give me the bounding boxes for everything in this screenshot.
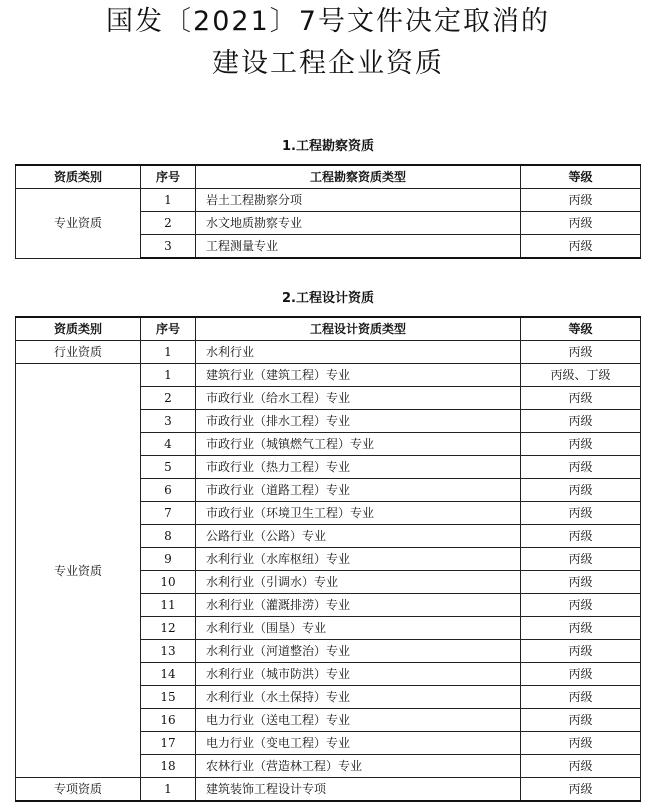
row-qualification-type: 电力行业（变电工程）专业 bbox=[196, 732, 521, 755]
section-heading-survey: 1.工程勘察资质 bbox=[282, 139, 374, 154]
row-qualification-type: 建筑装饰工程设计专项 bbox=[196, 778, 521, 802]
row-number: 1 bbox=[141, 341, 196, 364]
row-number: 2 bbox=[141, 387, 196, 410]
design-table-body bbox=[16, 341, 641, 802]
special-category-cell: 专项资质 bbox=[16, 778, 141, 802]
row-grade: 丙级 bbox=[521, 410, 641, 433]
row-qualification-type: 水利行业（引调水）专业 bbox=[196, 571, 521, 594]
row-grade: 丙级 bbox=[521, 594, 641, 617]
row-grade: 丙级 bbox=[521, 778, 641, 802]
row-grade: 丙级 bbox=[521, 732, 641, 755]
row-qualification-type: 建筑行业（建筑工程）专业 bbox=[196, 364, 521, 387]
row-number: 12 bbox=[141, 617, 196, 640]
row-number: 3 bbox=[141, 235, 196, 259]
row-grade: 丙级 bbox=[521, 686, 641, 709]
row-number: 6 bbox=[141, 479, 196, 502]
row-number: 15 bbox=[141, 686, 196, 709]
row-qualification-type: 水利行业（水库枢纽）专业 bbox=[196, 548, 521, 571]
row-number: 1 bbox=[141, 364, 196, 387]
row-number: 9 bbox=[141, 548, 196, 571]
row-qualification-type: 市政行业（城镇燃气工程）专业 bbox=[196, 433, 521, 456]
industry-category-cell: 行业资质 bbox=[16, 341, 141, 364]
table-row bbox=[16, 778, 641, 802]
header-type: 工程设计资质类型 bbox=[196, 317, 521, 341]
row-qualification-type: 水文地质勘察专业 bbox=[196, 212, 521, 235]
row-grade: 丙级 bbox=[521, 433, 641, 456]
row-qualification-type: 市政行业（环境卫生工程）专业 bbox=[196, 502, 521, 525]
row-number: 1 bbox=[141, 189, 196, 212]
header-grade: 等级 bbox=[521, 317, 641, 341]
specialty-category-cell: 专业资质 bbox=[16, 364, 141, 778]
row-number: 4 bbox=[141, 433, 196, 456]
row-qualification-type: 水利行业 bbox=[196, 341, 521, 364]
row-number: 17 bbox=[141, 732, 196, 755]
header-category: 资质类别 bbox=[16, 165, 141, 189]
design-qualification-table bbox=[15, 316, 641, 802]
row-number: 10 bbox=[141, 571, 196, 594]
header-grade: 等级 bbox=[521, 165, 641, 189]
row-qualification-type: 水利行业（围垦）专业 bbox=[196, 617, 521, 640]
specialty-category-cell: 专业资质 bbox=[16, 189, 141, 259]
row-qualification-type: 市政行业（道路工程）专业 bbox=[196, 479, 521, 502]
row-number: 13 bbox=[141, 640, 196, 663]
row-grade: 丙级 bbox=[521, 617, 641, 640]
row-number: 11 bbox=[141, 594, 196, 617]
survey-qualification-table bbox=[15, 164, 641, 259]
row-number: 2 bbox=[141, 212, 196, 235]
table-row bbox=[16, 341, 641, 364]
header-no: 序号 bbox=[141, 165, 196, 189]
row-number: 8 bbox=[141, 525, 196, 548]
row-grade: 丙级 bbox=[521, 502, 641, 525]
row-number: 14 bbox=[141, 663, 196, 686]
table-header-row bbox=[16, 317, 641, 341]
row-grade: 丙级 bbox=[521, 755, 641, 778]
row-grade: 丙级 bbox=[521, 456, 641, 479]
row-qualification-type: 岩土工程勘察分项 bbox=[196, 189, 521, 212]
row-number: 16 bbox=[141, 709, 196, 732]
row-number: 7 bbox=[141, 502, 196, 525]
survey-table-body bbox=[16, 189, 641, 259]
section-heading-design: 2.工程设计资质 bbox=[282, 291, 374, 306]
document-title-line-1: 国发〔2021〕7号文件决定取消的 bbox=[106, 6, 550, 37]
row-number: 1 bbox=[141, 778, 196, 802]
row-grade: 丙级 bbox=[521, 387, 641, 410]
row-grade: 丙级 bbox=[521, 479, 641, 502]
row-grade: 丙级 bbox=[521, 709, 641, 732]
row-grade: 丙级 bbox=[521, 212, 641, 235]
row-qualification-type: 工程测量专业 bbox=[196, 235, 521, 259]
document-title-line-2: 建设工程企业资质 bbox=[212, 48, 444, 79]
row-number: 5 bbox=[141, 456, 196, 479]
row-qualification-type: 水利行业（水土保持）专业 bbox=[196, 686, 521, 709]
row-grade: 丙级 bbox=[521, 548, 641, 571]
row-grade: 丙级 bbox=[521, 189, 641, 212]
row-grade: 丙级 bbox=[521, 663, 641, 686]
row-qualification-type: 市政行业（热力工程）专业 bbox=[196, 456, 521, 479]
header-category: 资质类别 bbox=[16, 317, 141, 341]
row-grade: 丙级 bbox=[521, 341, 641, 364]
header-no: 序号 bbox=[141, 317, 196, 341]
row-grade: 丙级 bbox=[521, 525, 641, 548]
row-grade: 丙级 bbox=[521, 235, 641, 259]
row-grade: 丙级 bbox=[521, 571, 641, 594]
header-type: 工程勘察资质类型 bbox=[196, 165, 521, 189]
table-header-row bbox=[16, 165, 641, 189]
row-qualification-type: 水利行业（城市防洪）专业 bbox=[196, 663, 521, 686]
row-grade: 丙级、丁级 bbox=[521, 364, 641, 387]
table-row bbox=[16, 364, 641, 387]
row-grade: 丙级 bbox=[521, 640, 641, 663]
row-qualification-type: 水利行业（灌溉排涝）专业 bbox=[196, 594, 521, 617]
row-number: 18 bbox=[141, 755, 196, 778]
row-qualification-type: 水利行业（河道整治）专业 bbox=[196, 640, 521, 663]
row-qualification-type: 农林行业（营造林工程）专业 bbox=[196, 755, 521, 778]
row-number: 3 bbox=[141, 410, 196, 433]
row-qualification-type: 电力行业（送电工程）专业 bbox=[196, 709, 521, 732]
row-qualification-type: 公路行业（公路）专业 bbox=[196, 525, 521, 548]
row-qualification-type: 市政行业（排水工程）专业 bbox=[196, 410, 521, 433]
table-row bbox=[16, 189, 641, 212]
row-qualification-type: 市政行业（给水工程）专业 bbox=[196, 387, 521, 410]
